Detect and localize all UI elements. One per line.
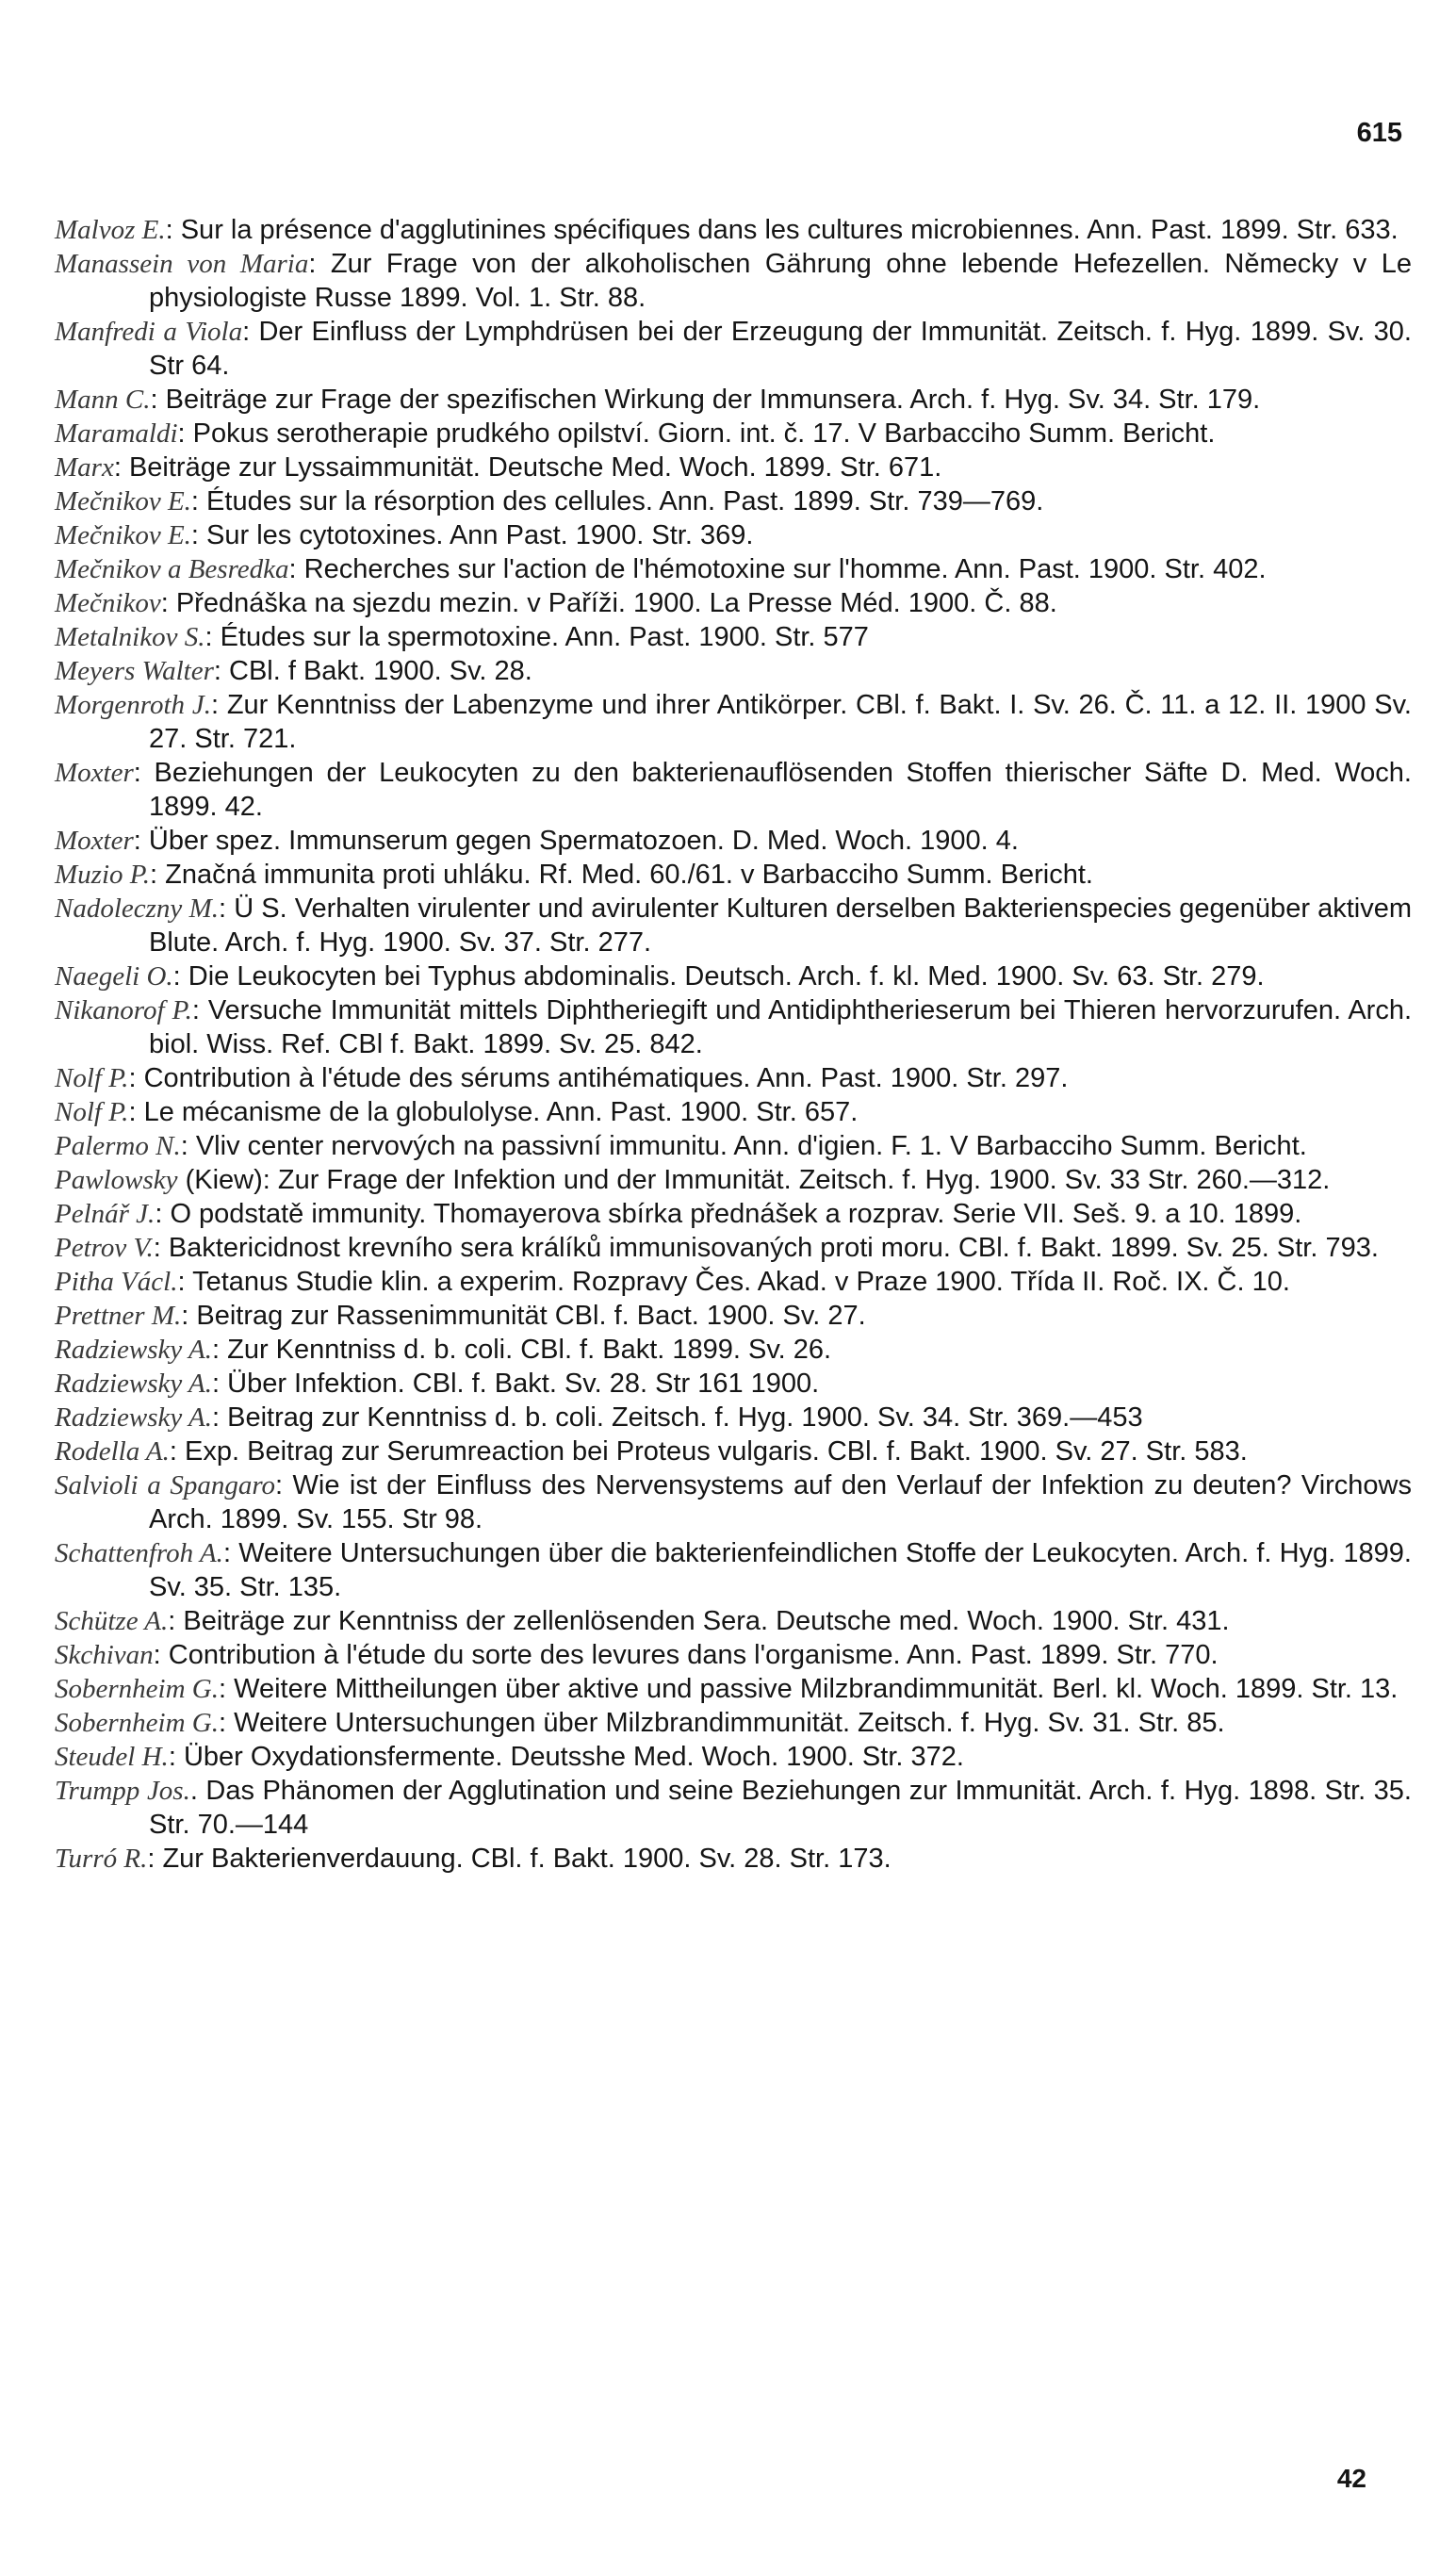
reference-author: Prettner M. — [55, 1301, 182, 1331]
reference-entry: Malvoz E.: Sur la présence d'agglutinines spécifiques dans les cultures microbiennes. Ann. Past. 1899. Str. 633. — [55, 215, 1399, 245]
reference-text: Vliv center nervových na passivní immunitu. Ann. d'igien. F. 1. V Barbacciho Summ. Bericht. — [195, 1131, 1307, 1161]
reference-text: Weitere Untersuchungen über die bakterienfeindlichen Stoffe der Leukocyten. Arch. f. Hyg. 1899. Sv. 35. Str. 135. — [149, 1538, 1412, 1602]
reference-author: Petrov V. — [55, 1233, 154, 1263]
reference-text: Baktericidnost krevního sera králíků immunisovaných proti moru. CBl. f. Bakt. 1899. Sv. 25. Str. 793. — [168, 1233, 1379, 1263]
reference-text: Wie ist der Einfluss des Nervensystems auf den Verlauf der Infektion zu deuten? Virchows Arch. 1899. Sv. 155. Str 98. — [149, 1470, 1413, 1534]
reference-entry: Sobernheim G.: Weitere Mittheilungen über aktive und passive Milzbrandimmunität. Berl. kl. Woch. 1899. Str. 13. — [55, 1674, 1399, 1704]
reference-text: Exp. Beitrag zur Serumreaction bei Proteus vulgaris. CBl. f. Bakt. 1900. Sv. 27. Str. 583. — [185, 1436, 1248, 1467]
reference-author: Sobernheim G. — [55, 1674, 219, 1704]
reference-entry: Radziewsky A.: Beitrag zur Kenntniss d. b. coli. Zeitsch. f. Hyg. 1900. Sv. 34. Str. 369.—453 — [55, 1402, 1143, 1433]
reference-author: Nolf P. — [55, 1097, 129, 1127]
reference-text: Beiträge zur Kenntniss der zellenlösenden Sera. Deutsche med. Woch. 1900. Str. 431. — [183, 1606, 1230, 1636]
reference-entry: Mečnikov E.: Études sur la résorption des cellules. Ann. Past. 1899. Str. 739—769. — [55, 486, 1044, 516]
reference-author: Nolf P. — [55, 1063, 129, 1093]
reference-text: Über spez. Immunserum gegen Spermatozoen. D. Med. Woch. 1900. 4. — [148, 826, 1019, 856]
reference-entry: Pitha Václ.: Tetanus Studie klin. a experim. Rozpravy Čes. Akad. v Praze 1900. Třída II. Roč. IX. Č. 10. — [55, 1267, 1290, 1297]
reference-text: Über Infektion. CBl. f. Bakt. Sv. 28. Str 161 1900. — [227, 1369, 820, 1399]
reference-text: O podstatě immunity. Thomayerova sbírka přednášek a rozprav. Serie VII. Seš. 9. a 10. 1899. — [170, 1199, 1302, 1229]
reference-list — [55, 213, 1412, 1876]
reference-entry: Manassein von Maria: Zur Frage von der alkoholischen Gährung ohne lebende Hefezellen. Německy v Le physiologiste Russe 1899. Vol. 1. Str. 88. — [55, 249, 1412, 313]
reference-text: Beziehungen der Leukocyten zu den bakterienauflösenden Stoffen thierischer Säfte D. Med. Woch. 1899. 42. — [149, 758, 1412, 822]
reference-author: Mečnikov E. — [55, 486, 191, 516]
reference-author: Pawlowsky — [55, 1165, 178, 1195]
reference-author: Maramaldi — [55, 418, 178, 449]
reference-author: Steudel H. — [55, 1742, 169, 1772]
reference-text: Contribution à l'étude des sérums antihématiques. Ann. Past. 1900. Str. 297. — [143, 1063, 1069, 1093]
reference-author: Mečnikov — [55, 588, 161, 618]
reference-text: Versuche Immunität mittels Diphtheriegift und Antidiphtherieserum bei Thieren hervorzurufen. Arch. biol. Wiss. Ref. CBl f. Bakt. 1899. Sv. 25. 842. — [149, 995, 1412, 1059]
reference-text: Zur Bakterienverdauung. CBl. f. Bakt. 1900. Sv. 28. Str. 173. — [162, 1844, 892, 1874]
reference-author: Moxter — [55, 826, 134, 856]
reference-entry: Metalnikov S.: Études sur la spermotoxine. Ann. Past. 1900. Str. 577 — [55, 622, 869, 652]
reference-author: Schütze A. — [55, 1606, 169, 1636]
reference-text: Études sur la spermotoxine. Ann. Past. 1900. Str. 577 — [220, 622, 869, 652]
reference-author: Naegeli O. — [55, 961, 173, 992]
reference-text: Beitrag zur Kenntniss d. b. coli. Zeitsch. f. Hyg. 1900. Sv. 34. Str. 369.—453 — [227, 1402, 1143, 1433]
reference-author: Rodella A. — [55, 1436, 170, 1467]
reference-entry: Palermo N.: Vliv center nervových na passivní immunitu. Ann. d'igien. F. 1. V Barbacciho Summ. Bericht. — [55, 1131, 1307, 1161]
reference-entry: Pelnář J.: O podstatě immunity. Thomayerova sbírka přednášek a rozprav. Serie VII. Seš. 9. a 10. 1899. — [55, 1199, 1302, 1229]
reference-entry: Nadoleczny M.: Ü S. Verhalten virulenter und avirulenter Kulturen derselben Bakterienspecies gegenüber aktivem Blute. Arch. f. Hyg. 1900. Sv. 37. Str. 277. — [55, 894, 1412, 958]
reference-text: CBl. f Bakt. 1900. Sv. 28. — [229, 656, 532, 686]
reference-text: Das Phänomen der Agglutination und seine Beziehungen zur Immunität. Arch. f. Hyg. 1898. Str. 35. Str. 70.—144 — [149, 1776, 1412, 1840]
reference-entry: Moxter: Beziehungen der Leukocyten zu den bakterienauflösenden Stoffen thierischer Säfte D. Med. Woch. 1899. 42. — [55, 758, 1412, 822]
reference-text: Zur Kenntniss der Labenzyme und ihrer Antikörper. CBl. f. Bakt. I. Sv. 26. Č. 11. a 12. II. 1900 Sv. 27. Str. 721. — [149, 690, 1412, 754]
reference-text: Beitrag zur Rassenimmunität CBl. f. Bact. 1900. Sv. 27. — [196, 1301, 866, 1331]
reference-entry: Skchivan: Contribution à l'étude du sorte des levures dans l'organisme. Ann. Past. 1899. Str. 770. — [55, 1640, 1219, 1670]
reference-author: Nikanorof P. — [55, 995, 192, 1025]
reference-text: Přednáška na sjezdu mezin. v Paříži. 1900. La Presse Méd. 1900. Č. 88. — [175, 588, 1057, 618]
reference-text: Pokus serotherapie prudkého opilství. Giorn. int. č. 17. V Barbacciho Summ. Bericht. — [192, 418, 1216, 449]
reference-text: (Kiew): Zur Frage der Infektion und der Immunität. Zeitsch. f. Hyg. 1900. Sv. 33 Str. 260.—312. — [185, 1165, 1331, 1195]
reference-author: Mečnikov E. — [55, 520, 191, 550]
reference-text: Značná immunita proti uhláku. Rf. Med. 60./61. v Barbacciho Summ. Bericht. — [165, 860, 1093, 890]
reference-author: Trumpp Jos. — [55, 1776, 190, 1806]
reference-text: Beiträge zur Frage der spezifischen Wirkung der Immunsera. Arch. f. Hyg. Sv. 34. Str. 179. — [165, 385, 1261, 415]
reference-entry — [55, 1163, 1412, 1197]
reference-entry: Schattenfroh A.: Weitere Untersuchungen über die bakterienfeindlichen Stoffe der Leukocyten. Arch. f. Hyg. 1899. Sv. 35. Str. 135. — [55, 1538, 1412, 1602]
reference-entry: Muzio P.: Značná immunita proti uhláku. Rf. Med. 60./61. v Barbacciho Summ. Bericht. — [55, 860, 1093, 890]
reference-text: Le mécanisme de la globulolyse. Ann. Past. 1900. Str. 657. — [143, 1097, 859, 1127]
reference-entry: Moxter: Über spez. Immunserum gegen Spermatozoen. D. Med. Woch. 1900. 4. — [55, 826, 1019, 856]
reference-author: Pitha Václ. — [55, 1267, 178, 1297]
reference-author: Muzio P. — [55, 860, 150, 890]
reference-entry: Petrov V.: Baktericidnost krevního sera králíků immunisovaných proti moru. CBl. f. Bakt. 1899. Sv. 25. Str. 793. — [55, 1233, 1379, 1263]
reference-author: Sobernheim G. — [55, 1708, 219, 1738]
reference-author: Radziewsky A. — [55, 1369, 212, 1399]
reference-entry: Nolf P.: Le mécanisme de la globulolyse. Ann. Past. 1900. Str. 657. — [55, 1097, 859, 1127]
reference-text: Weitere Mittheilungen über aktive und passive Milzbrandimmunität. Berl. kl. Woch. 1899. Str. 13. — [234, 1674, 1399, 1704]
reference-text: Tetanus Studie klin. a experim. Rozpravy Čes. Akad. v Praze 1900. Třída II. Roč. IX. Č. 10. — [192, 1267, 1290, 1297]
reference-text: Recherches sur l'action de l'hémotoxine sur l'homme. Ann. Past. 1900. Str. 402. — [303, 554, 1267, 584]
reference-author: Schattenfroh A. — [55, 1538, 223, 1568]
reference-entry: Marx: Beiträge zur Lyssaimmunität. Deutsche Med. Woch. 1899. Str. 671. — [55, 452, 942, 483]
reference-entry: Prettner M.: Beitrag zur Rassenimmunität CBl. f. Bact. 1900. Sv. 27. — [55, 1301, 866, 1331]
reference-entry: Sobernheim G.: Weitere Untersuchungen über Milzbrandimmunität. Zeitsch. f. Hyg. Sv. 31. Str. 85. — [55, 1708, 1225, 1738]
reference-text: Weitere Untersuchungen über Milzbrandimmunität. Zeitsch. f. Hyg. Sv. 31. Str. 85. — [234, 1708, 1225, 1738]
reference-entry: Morgenroth J.: Zur Kenntniss der Labenzyme und ihrer Antikörper. CBl. f. Bakt. I. Sv. 26. Č. 11. a 12. II. 1900 Sv. 27. Str. 721. — [55, 690, 1412, 754]
reference-entry: Rodella A.: Exp. Beitrag zur Serumreaction bei Proteus vulgaris. CBl. f. Bakt. 1900. Sv. 27. Str. 583. — [55, 1436, 1248, 1467]
reference-entry: Naegeli O.: Die Leukocyten bei Typhus abdominalis. Deutsch. Arch. f. kl. Med. 1900. Sv. 63. Str. 279. — [55, 961, 1265, 992]
reference-text: Études sur la résorption des cellules. Ann. Past. 1899. Str. 739—769. — [206, 486, 1044, 516]
reference-author: Mann C. — [55, 385, 151, 415]
reference-entry: Radziewsky A.: Zur Kenntniss d. b. coli. CBl. f. Bakt. 1899. Sv. 26. — [55, 1335, 832, 1365]
reference-text: Contribution à l'étude du sorte des levures dans l'organisme. Ann. Past. 1899. Str. 770. — [168, 1640, 1219, 1670]
reference-author: Mečnikov a Besredka — [55, 554, 289, 584]
reference-entry: Turró R.: Zur Bakterienverdauung. CBl. f. Bakt. 1900. Sv. 28. Str. 173. — [55, 1844, 892, 1874]
reference-text: Sur les cytotoxines. Ann Past. 1900. Str. 369. — [206, 520, 754, 550]
reference-author: Skchivan — [55, 1640, 154, 1670]
reference-text: Der Einfluss der Lymphdrüsen bei der Erzeugung der Immunität. Zeitsch. f. Hyg. 1899. Sv. 30. Str 64. — [149, 317, 1412, 381]
reference-entry: Manfredi a Viola: Der Einfluss der Lymphdrüsen bei der Erzeugung der Immunität. Zeitsch. f. Hyg. 1899. Sv. 30. Str 64. — [55, 317, 1412, 381]
reference-author: Salvioli a Spangaro — [55, 1470, 276, 1500]
reference-author: Manassein von Maria — [55, 249, 309, 279]
reference-text: Beiträge zur Lyssaimmunität. Deutsche Med. Woch. 1899. Str. 671. — [128, 452, 942, 483]
reference-entry: Nolf P.: Contribution à l'étude des sérums antihématiques. Ann. Past. 1900. Str. 297. — [55, 1063, 1069, 1093]
reference-entry: Mečnikov: Přednáška na sjezdu mezin. v Paříži. 1900. La Presse Méd. 1900. Č. 88. — [55, 588, 1057, 618]
page-number: 615 — [1356, 118, 1402, 148]
sheet-number: 42 — [1336, 2464, 1366, 2493]
reference-entry: Meyers Walter: CBl. f Bakt. 1900. Sv. 28. — [55, 656, 532, 686]
reference-text: Über Oxydationsfermente. Deutsshe Med. Woch. 1900. Str. 372. — [183, 1742, 964, 1772]
reference-entry: Nikanorof P.: Versuche Immunität mittels Diphtheriegift und Antidiphtherieserum bei Thieren hervorzurufen. Arch. biol. Wiss. Ref. CBl f. Bakt. 1899. Sv. 25. 842. — [55, 995, 1412, 1059]
reference-author: Radziewsky A. — [55, 1335, 212, 1365]
reference-text: Sur la présence d'agglutinines spécifiques dans les cultures microbiennes. Ann. Past. 1899. Str. 633. — [180, 215, 1399, 245]
reference-entry: Steudel H.: Über Oxydationsfermente. Deutsshe Med. Woch. 1900. Str. 372. — [55, 1742, 964, 1772]
reference-entry: Trumpp Jos.. Das Phänomen der Agglutination und seine Beziehungen zur Immunität. Arch. f. Hyg. 1898. Str. 35. Str. 70.—144 — [55, 1776, 1412, 1840]
reference-author: Turró R. — [55, 1844, 148, 1874]
reference-entry: Schütze A.: Beiträge zur Kenntniss der zellenlösenden Sera. Deutsche med. Woch. 1900. Str. 431. — [55, 1606, 1230, 1636]
reference-author: Marx — [55, 452, 114, 483]
reference-author: Radziewsky A. — [55, 1402, 212, 1433]
reference-author: Meyers Walter — [55, 656, 214, 686]
reference-author: Manfredi a Viola — [55, 317, 243, 347]
reference-author: Morgenroth J. — [55, 690, 212, 720]
reference-author: Malvoz E. — [55, 215, 166, 245]
reference-author: Nadoleczny M. — [55, 894, 220, 924]
reference-entry: Salvioli a Spangaro: Wie ist der Einfluss des Nervensystems auf den Verlauf der Infektion zu deuten? Virchows Arch. 1899. Sv. 155. Str 98. — [55, 1470, 1413, 1534]
reference-text: Zur Kenntniss d. b. coli. CBl. f. Bakt. 1899. Sv. 26. — [227, 1335, 832, 1365]
reference-text: Zur Frage von der alkoholischen Gährung ohne lebende Hefezellen. Německy v Le physiologiste Russe 1899. Vol. 1. Str. 88. — [149, 249, 1412, 313]
reference-entry: Radziewsky A.: Über Infektion. CBl. f. Bakt. Sv. 28. Str 161 1900. — [55, 1369, 820, 1399]
reference-entry: Mečnikov a Besredka: Recherches sur l'action de l'hémotoxine sur l'homme. Ann. Past. 1900. Str. 402. — [55, 554, 1267, 584]
reference-entry: Mann C.: Beiträge zur Frage der spezifischen Wirkung der Immunsera. Arch. f. Hyg. Sv. 34. Str. 179. — [55, 385, 1261, 415]
reference-author: Palermo N. — [55, 1131, 181, 1161]
reference-entry: Mečnikov E.: Sur les cytotoxines. Ann Past. 1900. Str. 369. — [55, 520, 754, 550]
reference-author: Pelnář J. — [55, 1199, 155, 1229]
reference-author: Metalnikov S. — [55, 622, 205, 652]
reference-entry: Maramaldi: Pokus serotherapie prudkého opilství. Giorn. int. č. 17. V Barbacciho Summ. Bericht. — [55, 418, 1216, 449]
reference-author: Moxter — [55, 758, 134, 788]
reference-text: Ü S. Verhalten virulenter und avirulenter Kulturen derselben Bakterienspecies gegenüber aktivem Blute. Arch. f. Hyg. 1900. Sv. 37. Str. 277. — [149, 894, 1412, 958]
reference-text: Die Leukocyten bei Typhus abdominalis. Deutsch. Arch. f. kl. Med. 1900. Sv. 63. Str. 279. — [188, 961, 1265, 992]
